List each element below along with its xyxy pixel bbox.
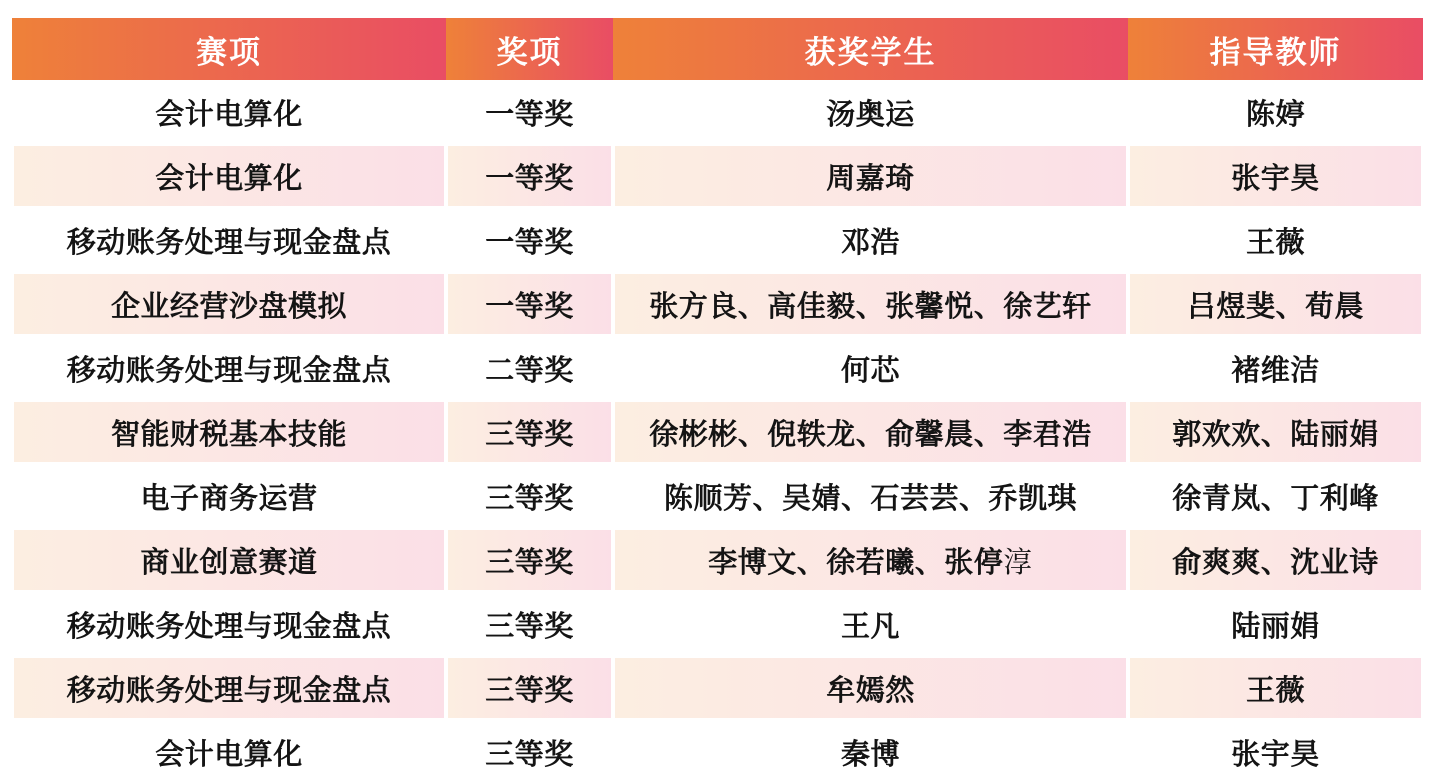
cell-students: 张方良、高佳毅、张馨悦、徐艺轩	[613, 272, 1128, 336]
cell-award: 三等奖	[446, 528, 613, 592]
cell-students: 陈顺芳、吴婧、石芸芸、乔凯琪	[663, 482, 1077, 515]
cell-teachers: 张宇昊	[1231, 738, 1320, 771]
cell-event: 移动账务处理与现金盘点	[12, 656, 446, 720]
cell-event: 会计电算化	[155, 738, 303, 771]
column-header-award: 奖项	[446, 18, 613, 80]
cell-teachers: 陆丽娟	[1231, 610, 1320, 643]
cell-students: 秦博	[840, 738, 900, 771]
table-row	[12, 656, 1423, 720]
cell-award: 三等奖	[485, 738, 574, 771]
cell-award: 三等奖	[446, 400, 613, 464]
cell-award: 一等奖	[446, 272, 613, 336]
cell-teachers: 褚维洁	[1231, 354, 1320, 387]
cell-students: 牟嫣然	[613, 656, 1128, 720]
students-regular-weight-char: 淳	[1003, 546, 1033, 579]
cell-teachers: 俞爽爽、沈业诗	[1128, 528, 1423, 592]
table-row	[12, 144, 1423, 208]
cell-event: 智能财税基本技能	[12, 400, 446, 464]
table-row	[12, 208, 1423, 272]
cell-students: 汤奥运	[826, 98, 915, 131]
cell-students: 王凡	[840, 610, 900, 643]
cell-award: 二等奖	[485, 354, 574, 387]
column-header-event: 赛项	[12, 18, 446, 80]
cell-event: 电子商务运营	[140, 482, 318, 515]
table-row	[12, 464, 1423, 528]
cell-students: 何芯	[840, 354, 900, 387]
table-body	[12, 80, 1423, 784]
cell-award: 三等奖	[485, 610, 574, 643]
cell-teachers: 徐青岚、丁利峰	[1172, 482, 1379, 515]
awards-table	[12, 18, 1423, 784]
cell-event: 企业经营沙盘模拟	[12, 272, 446, 336]
cell-award: 三等奖	[446, 656, 613, 720]
table-row	[12, 272, 1423, 336]
cell-teachers: 郭欢欢、陆丽娟	[1128, 400, 1423, 464]
cell-award: 三等奖	[485, 482, 574, 515]
cell-award: 一等奖	[485, 226, 574, 259]
cell-award: 一等奖	[446, 144, 613, 208]
table-row	[12, 400, 1423, 464]
cell-teachers: 陈婷	[1245, 98, 1305, 131]
cell-event: 移动账务处理与现金盘点	[66, 354, 392, 387]
students-text: 李博文、徐若曦、张停	[708, 546, 1004, 579]
cell-students: 徐彬彬、倪轶龙、俞馨晨、李君浩	[613, 400, 1128, 464]
cell-students: 邓浩	[840, 226, 900, 259]
cell-event: 会计电算化	[155, 98, 303, 131]
table-row	[12, 592, 1423, 656]
cell-event: 移动账务处理与现金盘点	[66, 226, 392, 259]
table-row	[12, 336, 1423, 400]
column-header-students: 获奖学生	[613, 18, 1128, 80]
cell-event: 移动账务处理与现金盘点	[66, 610, 392, 643]
table-row	[12, 528, 1423, 592]
cell-event: 会计电算化	[12, 144, 446, 208]
cell-students: 周嘉琦	[613, 144, 1128, 208]
cell-teachers: 王薇	[1128, 656, 1423, 720]
cell-event: 商业创意赛道	[12, 528, 446, 592]
cell-teachers: 张宇昊	[1128, 144, 1423, 208]
table-row	[12, 80, 1423, 144]
cell-award: 一等奖	[485, 98, 574, 131]
cell-teachers: 王薇	[1245, 226, 1305, 259]
table-row	[12, 720, 1423, 784]
cell-teachers: 吕煜斐、荀晨	[1128, 272, 1423, 336]
table-header-row	[12, 18, 1423, 80]
cell-students	[613, 528, 1128, 592]
column-header-teachers: 指导教师	[1128, 18, 1423, 80]
